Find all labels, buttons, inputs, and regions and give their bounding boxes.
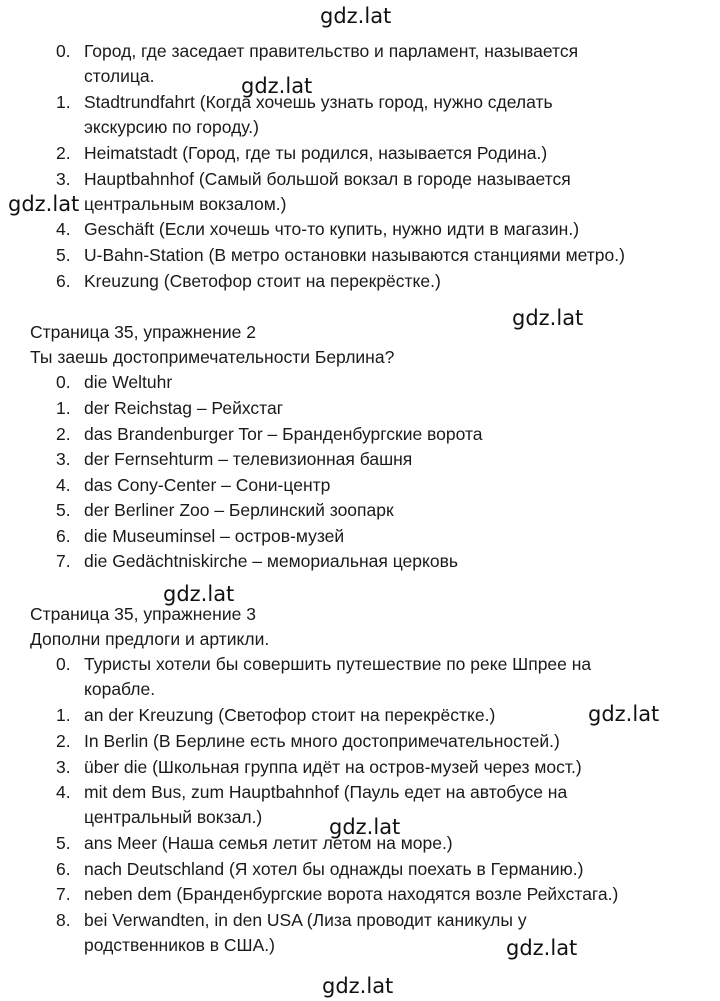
list-item-text: die Gedächtniskirche – мемориальная церковь xyxy=(84,551,459,571)
list-item-number: 4. xyxy=(56,475,71,495)
list-item-number: 7. xyxy=(56,551,71,571)
list-item-number: 0. xyxy=(56,372,71,392)
list-item-number: 1. xyxy=(56,92,71,112)
watermark: gdz.lat xyxy=(588,702,660,726)
list-item-text: an der Kreuzung (Светофор стоит на перекрёстке.) xyxy=(84,705,496,725)
list-item-text: das Cony-Center – Сони-центр xyxy=(84,475,331,495)
list-item-text: Heimatstadt (Город, где ты родился, называется Родина.) xyxy=(84,143,548,163)
list-item-number: 3. xyxy=(56,169,71,189)
watermark: gdz.lat xyxy=(506,936,578,960)
list-item-text: центральный вокзал.) xyxy=(84,807,263,827)
list-item-number: 5. xyxy=(56,500,71,520)
list-item-number: 3. xyxy=(56,757,71,777)
list-item-number: 6. xyxy=(56,526,71,546)
list-item-text: mit dem Bus, zum Hauptbahnhof (Пауль едет на автобусе на xyxy=(84,782,568,802)
list-item-text: die Museuminsel – остров-музей xyxy=(84,526,345,546)
list-item-number: 2. xyxy=(56,143,71,163)
list-item-text: Stadtrundfahrt (Когда хочешь узнать город, нужно сделать xyxy=(84,92,553,112)
list-item-number: 5. xyxy=(56,833,71,853)
list-item-number: 0. xyxy=(56,41,71,61)
list-item-text: Туристы хотели бы совершить путешествие по реке Шпрее на xyxy=(84,654,592,674)
watermark: gdz.lat xyxy=(512,306,584,330)
list-item-text: Город, где заседает правительство и парламент, называется xyxy=(84,41,579,61)
list-item-text: центральным вокзалом.) xyxy=(84,194,287,214)
list-item-text: der Reichstag – Рейхстаг xyxy=(84,398,284,418)
list-item-number: 2. xyxy=(56,731,71,751)
section-heading: Страница 35, упражнение 3 xyxy=(30,604,256,624)
list-item-text: Hauptbahnhof (Самый большой вокзал в городе называется xyxy=(84,169,571,189)
list-item-number: 4. xyxy=(56,782,71,802)
section-heading: Страница 35, упражнение 2 xyxy=(30,322,256,342)
list-item-text: der Berliner Zoo – Берлинский зоопарк xyxy=(84,500,394,520)
list-item-number: 0. xyxy=(56,654,71,674)
list-item-number: 8. xyxy=(56,910,71,930)
list-item-text: der Fernsehturm – телевизионная башня xyxy=(84,449,413,469)
list-item-text: bei Verwandten, in den USA (Лиза проводит каникулы у xyxy=(84,910,527,930)
list-item-text: Kreuzung (Светофор стоит на перекрёстке.) xyxy=(84,271,441,291)
list-item-text: das Brandenburger Tor – Бранденбургские ворота xyxy=(84,424,483,444)
section-subheading: Ты заешь достопримечательности Берлина? xyxy=(30,347,395,367)
list-item-text: столица. xyxy=(84,66,155,86)
list-item-number: 2. xyxy=(56,424,71,444)
list-item-number: 3. xyxy=(56,449,71,469)
list-item-text: ans Meer (Наша семья летит летом на море.) xyxy=(84,833,453,853)
list-item-text: U-Bahn-Station (В метро остановки называются станциями метро.) xyxy=(84,245,625,265)
list-item-number: 7. xyxy=(56,884,71,904)
list-item-number: 6. xyxy=(56,859,71,879)
list-item-text: Geschäft (Если хочешь что-то купить, нужно идти в магазин.) xyxy=(84,219,580,239)
watermark: gdz.lat xyxy=(241,74,313,98)
list-item-number: 5. xyxy=(56,245,71,265)
list-item-number: 6. xyxy=(56,271,71,291)
list-item-number: 4. xyxy=(56,219,71,239)
list-item-text: экскурсию по городу.) xyxy=(84,117,259,137)
list-item-text: In Berlin (В Берлине есть много достопримечательностей.) xyxy=(84,731,560,751)
list-item-text: nach Deutschland (Я хотел бы однажды поехать в Германию.) xyxy=(84,859,584,879)
list-item-number: 1. xyxy=(56,705,71,725)
list-item-text: родственников в США.) xyxy=(84,935,275,955)
list-item-text: über die (Школьная группа идёт на остров-музей через мост.) xyxy=(84,757,582,777)
list-item-number: 1. xyxy=(56,398,71,418)
watermark: gdz.lat xyxy=(322,974,394,998)
watermark: gdz.lat xyxy=(8,192,80,216)
list-item-text: корабле. xyxy=(84,679,156,699)
list-item-text: die Weltuhr xyxy=(84,372,173,392)
list-item-text: neben dem (Бранденбургские ворота находятся возле Рейхстага.) xyxy=(84,884,619,904)
watermark: gdz.lat xyxy=(320,4,392,28)
watermark: gdz.lat xyxy=(163,582,235,606)
section-subheading: Дополни предлоги и артикли. xyxy=(30,629,270,649)
watermark: gdz.lat xyxy=(329,815,401,839)
